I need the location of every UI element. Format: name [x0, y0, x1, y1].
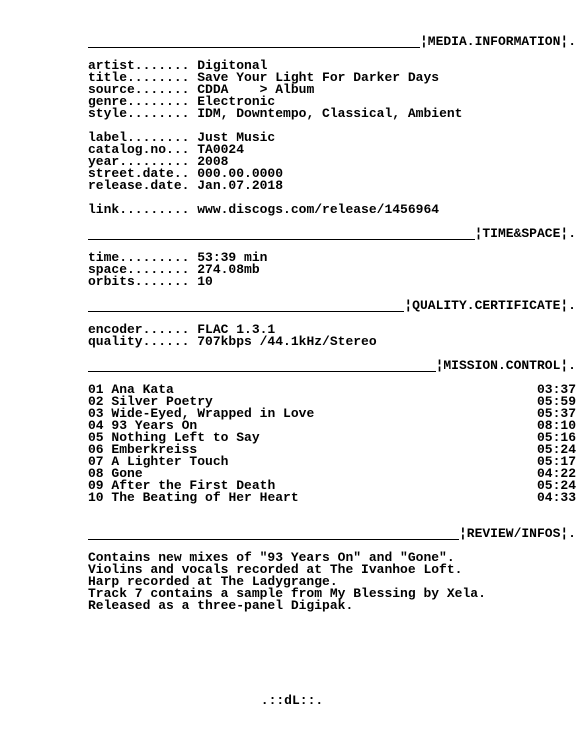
track-number: 01 — [88, 382, 104, 397]
field-value: www.discogs.com/release/1456964 — [189, 202, 440, 217]
track-number: 03 — [88, 406, 104, 421]
section-tag: ¦MISSION.CONTROL¦. — [435, 358, 576, 373]
media-fields — [88, 60, 576, 120]
track-row — [88, 492, 576, 504]
header-rule — [88, 532, 459, 540]
track-duration: 05:59 — [536, 394, 576, 409]
section-tag: ¦QUALITY.CERTIFICATE¦. — [404, 298, 576, 313]
track-title: Nothing Left to Say — [111, 430, 260, 445]
track-left — [88, 492, 299, 504]
track-title: Emberkreiss — [111, 442, 198, 457]
track-title: After the First Death — [111, 478, 276, 493]
field-value: 274.08mb — [189, 262, 260, 277]
field-key: link......... — [88, 202, 190, 217]
track-title: Gone — [111, 466, 143, 481]
field-value: Save Your Light For Darker Days — [189, 70, 440, 85]
header-rule — [88, 40, 420, 48]
field-key: title........ — [88, 70, 190, 85]
track-number: 05 — [88, 430, 104, 445]
review-line: Harp recorded at The Ladygrange. — [88, 574, 338, 589]
header-rule — [88, 364, 436, 372]
track-title: Wide-Eyed, Wrapped in Love — [111, 406, 315, 421]
review-line: Released as a three-panel Digipak. — [88, 598, 354, 613]
field-key: label........ — [88, 130, 190, 145]
link-field — [88, 204, 576, 216]
track-duration: 05:17 — [536, 454, 576, 469]
track-number: 07 — [88, 454, 104, 469]
field-value: 707kbps /44.1kHz/Stereo — [189, 334, 377, 349]
field-key: quality...... — [88, 334, 190, 349]
field-key: source....... — [88, 82, 190, 97]
section-tag: ¦TIME&SPACE¦. — [474, 226, 576, 241]
track-title: 93 Years On — [111, 418, 198, 433]
field-row — [88, 336, 576, 348]
track-title: Silver Poetry — [111, 394, 213, 409]
review-text — [88, 552, 576, 612]
field-key: release.date. — [88, 178, 190, 193]
release-fields — [88, 132, 576, 192]
signature: .::dL::. — [260, 693, 324, 708]
tracklist — [88, 384, 576, 504]
field-value: TA0024 — [189, 142, 245, 157]
field-row — [88, 108, 576, 120]
track-duration: 05:24 — [536, 478, 576, 493]
nfo-document — [88, 36, 576, 612]
field-row — [88, 180, 576, 192]
track-duration: 03:37 — [536, 382, 576, 397]
field-key: style........ — [88, 106, 190, 121]
track-number: 02 — [88, 394, 104, 409]
field-key: encoder...... — [88, 322, 190, 337]
track-number: 04 — [88, 418, 104, 433]
section-tag: ¦REVIEW/INFOS¦. — [458, 526, 576, 541]
track-number: 06 — [88, 442, 104, 457]
field-key: time......... — [88, 250, 190, 265]
track-number: 08 — [88, 466, 104, 481]
track-number: 09 — [88, 478, 104, 493]
field-value: CDDA > Album — [189, 82, 315, 97]
field-value: 2008 — [189, 154, 229, 169]
field-key: orbits....... — [88, 274, 190, 289]
track-title: A Lighter Touch — [111, 454, 229, 469]
track-duration: 08:10 — [536, 418, 576, 433]
field-value: Electronic — [189, 94, 276, 109]
section-header-mission — [88, 360, 576, 372]
field-value: 10 — [189, 274, 213, 289]
field-key: space........ — [88, 262, 190, 277]
field-value: Jan.07.2018 — [189, 178, 284, 193]
track-duration: 04:22 — [536, 466, 576, 481]
field-value: FLAC 1.3.1 — [189, 322, 276, 337]
track-duration: 04:33 — [536, 490, 576, 505]
header-rule — [88, 304, 404, 312]
field-value: Digitonal — [189, 58, 268, 73]
track-duration: 05:16 — [536, 430, 576, 445]
field-value: 53:39 min — [189, 250, 268, 265]
field-value: Just Music — [189, 130, 276, 145]
track-title: The Beating of Her Heart — [111, 490, 299, 505]
field-row — [88, 276, 576, 288]
timespace-fields — [88, 252, 576, 288]
field-key: street.date.. — [88, 166, 190, 181]
track-number: 10 — [88, 490, 104, 505]
review-line: Track 7 contains a sample from My Blessing by Xela. — [88, 586, 486, 601]
field-value: IDM, Downtempo, Classical, Ambient — [189, 106, 463, 121]
field-key: catalog.no... — [88, 142, 190, 157]
field-key: genre........ — [88, 94, 190, 109]
section-header-review — [88, 528, 576, 540]
field-key: year......... — [88, 154, 190, 169]
track-duration: 05:24 — [536, 442, 576, 457]
track-title: Ana Kata — [111, 382, 174, 397]
section-header-media — [88, 36, 576, 48]
review-line: Violins and vocals recorded at The Ivanhoe Loft. — [88, 562, 463, 577]
field-key: artist....... — [88, 58, 190, 73]
section-header-timespace — [88, 228, 576, 240]
field-value: 000.00.0000 — [189, 166, 284, 181]
section-tag: ¦MEDIA.INFORMATION¦. — [419, 34, 576, 49]
review-line: Contains new mixes of "93 Years On" and "Gone". — [88, 550, 455, 565]
track-row — [88, 456, 576, 468]
quality-fields — [88, 324, 576, 348]
section-header-quality — [88, 300, 576, 312]
track-duration: 05:37 — [536, 406, 576, 421]
header-rule — [88, 232, 475, 240]
